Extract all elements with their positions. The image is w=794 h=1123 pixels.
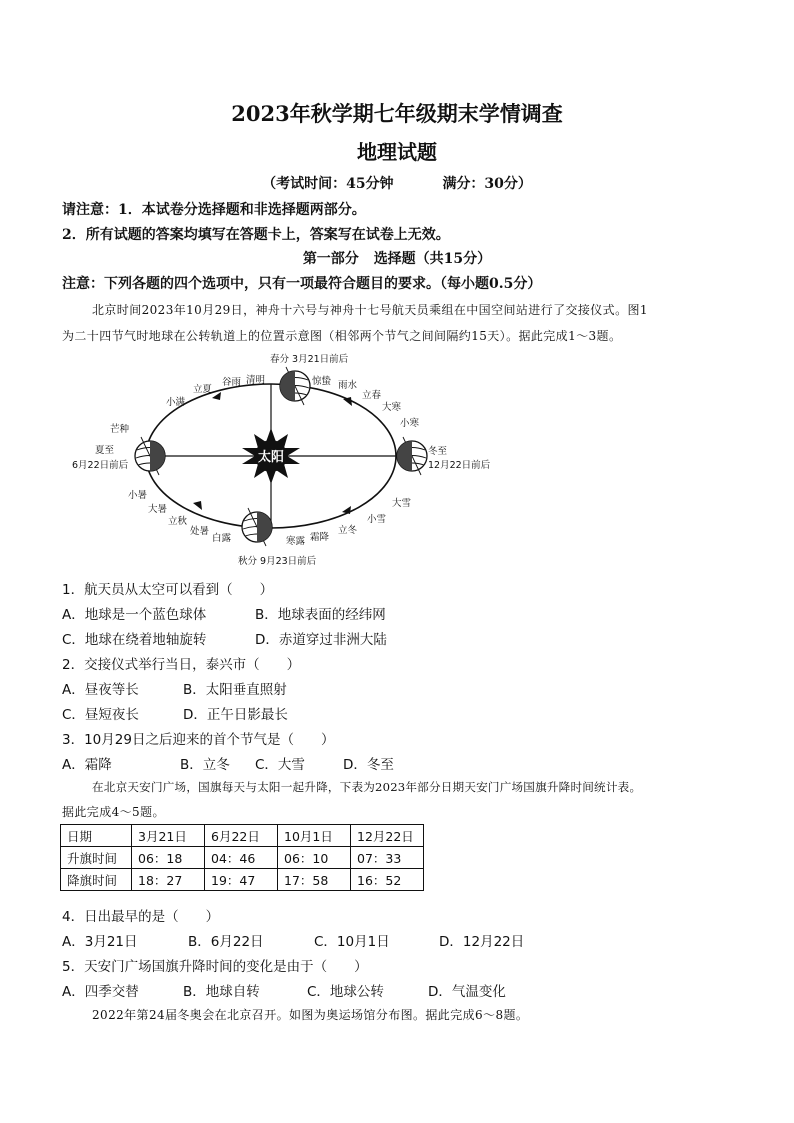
label-guyu: 谷雨	[222, 377, 242, 388]
flag-times-table	[60, 824, 424, 891]
q5-option-b[interactable]: B．地球自转	[183, 984, 260, 1000]
table-header: 日期	[61, 825, 132, 847]
q1-options-2	[62, 628, 387, 648]
exam-title: 2023年秋学期七年级期末学情调查	[231, 101, 563, 126]
q2-option-c[interactable]: C．昼短夜长	[62, 707, 139, 723]
label-xiaoshu: 小暑	[128, 490, 148, 501]
table-header: 12月22日	[351, 825, 424, 847]
q1-options	[62, 603, 386, 623]
q4-option-d[interactable]: D．12月22日	[439, 934, 525, 950]
q2-option-b[interactable]: B．太阳垂直照射	[183, 682, 287, 698]
q3-option-c[interactable]: C．大雪	[255, 757, 305, 773]
intro-1-line-1: 北京时间2023年10月29日，神舟十六号与神舟十七号航天员乘组在中国空间站进行了交接仪式。图1	[92, 303, 648, 317]
table-header-row	[61, 825, 424, 847]
table-cell: 升旗时间	[61, 847, 132, 869]
q5-option-d[interactable]: D．气温变化	[428, 984, 506, 1000]
label-qingming: 清明	[246, 375, 266, 386]
earth-spring	[280, 367, 310, 405]
table-row	[61, 847, 424, 869]
q1-option-b[interactable]: B．地球表面的经纬网	[255, 607, 386, 623]
q2-options	[62, 678, 287, 698]
label-daxue: 大雪	[392, 498, 412, 509]
label-qiufen: 秋分 9月23日前后	[238, 556, 317, 567]
table-cell: 18：27	[132, 869, 205, 891]
q3-option-a[interactable]: A．霜降	[62, 757, 112, 773]
label-lixia: 立夏	[193, 384, 213, 395]
label-bailu: 白露	[212, 533, 232, 544]
section-part: 第一部分	[302, 251, 359, 267]
q4-option-c[interactable]: C．10月1日	[314, 934, 390, 950]
label-yushui: 雨水	[338, 380, 358, 391]
label-dashu: 大暑	[148, 504, 168, 515]
q1-option-d[interactable]: D．赤道穿过非洲大陆	[255, 632, 387, 648]
q5-option-c[interactable]: C．地球公转	[307, 984, 384, 1000]
notice-line-2: 2．所有试题的答案均填写在答题卡上，答案写在试卷上无效。	[62, 227, 450, 243]
label-xiaoman: 小满	[166, 397, 186, 408]
section-name: 选择题（共15分）	[373, 251, 492, 267]
label-dahan: 大寒	[382, 402, 402, 413]
q3-option-b[interactable]: B．立冬	[180, 757, 230, 773]
label-xiazhi: 夏至	[95, 445, 115, 456]
label-chunfen: 春分 3月21日前后	[270, 354, 349, 365]
table-row	[61, 869, 424, 891]
intro-2-line-2: 据此完成4～5题。	[62, 805, 165, 819]
q5-stem: 5．天安门广场国旗升降时间的变化是由于（ ）	[62, 959, 368, 975]
q2-stem: 2．交接仪式举行当日，泰兴市（ ）	[62, 657, 301, 673]
exam-meta	[0, 173, 794, 193]
table-cell: 06：10	[278, 847, 351, 869]
q1-option-c[interactable]: C．地球在绕着地轴旋转	[62, 632, 207, 648]
q3-options	[62, 753, 394, 773]
section-instruction: 注意：下列各题的四个选项中，只有一项最符合题目的要求。（每小题0.5分）	[62, 276, 542, 292]
q4-option-b[interactable]: B．6月22日	[188, 934, 264, 950]
subject-title: 地理试题	[357, 140, 437, 164]
label-chushu: 处暑	[190, 526, 210, 537]
label-lichun: 立春	[362, 390, 382, 401]
earth-summer	[135, 437, 165, 475]
q2-options-2	[62, 703, 288, 723]
earth-winter	[397, 437, 427, 475]
label-hanlu: 寒露	[286, 536, 306, 547]
q4-stem: 4．日出最早的是（ ）	[62, 909, 220, 925]
label-lidong: 立冬	[338, 525, 358, 536]
table-cell: 04：46	[205, 847, 278, 869]
table-cell: 07：33	[351, 847, 424, 869]
table-cell: 降旗时间	[61, 869, 132, 891]
intro-2-line-1: 在北京天安门广场，国旗每天与太阳一起升降，下表为2023年部分日期天安门广场国旗升降时间统计表。	[92, 780, 642, 794]
intro-1-line-2: 为二十四节气时地球在公转轨道上的位置示意图（相邻两个节气之间间隔约15天）。据此完成1～3题。	[62, 329, 622, 343]
orbit-diagram	[62, 350, 502, 570]
label-dongzhi-date: 12月22日前后	[428, 460, 491, 471]
table-header: 6月22日	[205, 825, 278, 847]
full-score: 满分：30分）	[442, 176, 532, 192]
q4-options	[62, 930, 524, 950]
label-shuangjiang: 霜降	[310, 532, 330, 543]
label-xiaoxue: 小雪	[367, 514, 387, 525]
table-cell: 17：58	[278, 869, 351, 891]
q1-option-a[interactable]: A．地球是一个蓝色球体	[62, 607, 207, 623]
label-dongzhi: 冬至	[428, 446, 448, 457]
q3-option-d[interactable]: D．冬至	[343, 757, 394, 773]
q5-options	[62, 980, 506, 1000]
table-cell: 16：52	[351, 869, 424, 891]
label-mangzhong: 芒种	[110, 424, 130, 435]
intro-3-line-1: 2022年第24届冬奥会在北京召开。如图为奥运场馆分布图。据此完成6～8题。	[92, 1008, 529, 1022]
label-xiaohan: 小寒	[400, 418, 420, 429]
q3-stem: 3．10月29日之后迎来的首个节气是（ ）	[62, 732, 335, 748]
table-cell: 19：47	[205, 869, 278, 891]
section-heading	[0, 248, 794, 268]
table-header: 10月1日	[278, 825, 351, 847]
label-jingzhe: 惊蛰	[312, 376, 332, 387]
q5-option-a[interactable]: A．四季交替	[62, 984, 139, 1000]
q2-option-a[interactable]: A．昼夜等长	[62, 682, 139, 698]
q1-stem: 1．航天员从太空可以看到（ ）	[62, 582, 274, 598]
sun-label: 太阳	[257, 450, 285, 465]
earth-autumn	[242, 508, 272, 546]
q2-option-d[interactable]: D．正午日影最长	[183, 707, 288, 723]
q4-option-a[interactable]: A．3月21日	[62, 934, 138, 950]
table-cell: 06：18	[132, 847, 205, 869]
exam-time: （考试时间：45分钟	[262, 176, 394, 192]
label-xiazhi-date: 6月22日前后	[72, 460, 129, 471]
notice-line-1: 请注意：1．本试卷分选择题和非选择题两部分。	[62, 202, 366, 218]
label-liqiu: 立秋	[168, 516, 188, 527]
table-header: 3月21日	[132, 825, 205, 847]
